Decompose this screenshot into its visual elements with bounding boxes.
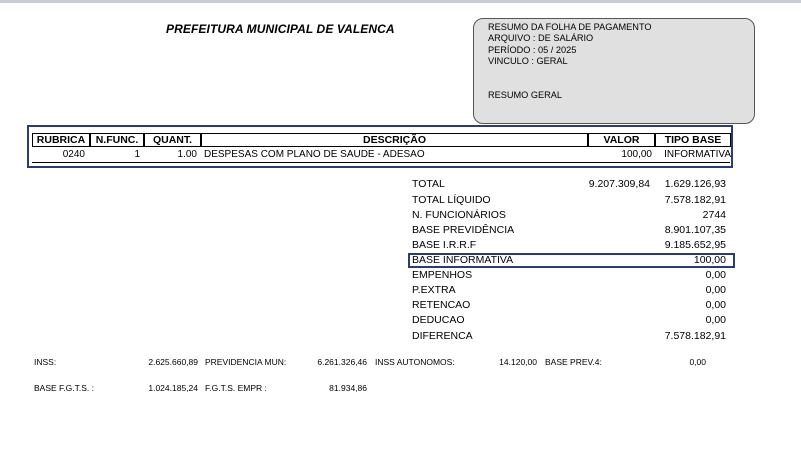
col-header-valor: VALOR [588, 133, 655, 147]
diferenca-value: 7.578.182,91 [664, 330, 726, 342]
summary-line-vinculo: VINCULO : GERAL [488, 55, 568, 66]
pextra-value: 0,00 [705, 284, 726, 296]
top-border [0, 0, 801, 3]
cell-quant: 1.00 [177, 149, 197, 160]
cell-valor: 100,00 [621, 149, 652, 160]
inss-value: 2.625.660,89 [148, 357, 198, 367]
empenhos-value: 0,00 [705, 269, 726, 281]
deducao-value: 0,00 [705, 314, 726, 326]
cell-nfunc: 1 [134, 149, 140, 160]
summary-line-resumo-geral: RESUMO GERAL [488, 90, 563, 101]
page-title: PREFEITURA MUNICIPAL DE VALENCA [166, 22, 395, 36]
retencao-label: RETENCAO [412, 299, 471, 311]
col-header-tipo-base: TIPO BASE [655, 133, 731, 147]
pextra-label: P.EXTRA [412, 284, 456, 296]
previdencia-mun-label: PREVIDENCIA MUN: [205, 357, 287, 367]
total-value-1: 9.207.309,84 [588, 178, 650, 190]
total-liquido-label: TOTAL LÍQUIDO [412, 194, 491, 206]
base-informativa-value: 100,00 [693, 254, 726, 266]
base-fgts-value: 1.024.185,24 [148, 383, 198, 393]
fgts-empr-value: 81.934,86 [329, 383, 367, 393]
inss-label: INSS: [34, 357, 57, 367]
fgts-empr-label: F.G.T.S. EMPR : [205, 383, 267, 393]
col-header-quant: QUANT. [144, 133, 201, 147]
base-previdencia-value: 8.901.107,35 [664, 224, 726, 236]
deducao-label: DEDUCAO [412, 314, 465, 326]
total-label: TOTAL [412, 178, 445, 190]
retencao-value: 0,00 [705, 299, 726, 311]
summary-line-title: RESUMO DA FOLHA DE PAGAMENTO [488, 22, 652, 32]
previdencia-mun-value: 6.261.326,46 [317, 357, 367, 367]
cell-tipo-base: INFORMATIVA [664, 149, 731, 160]
summary-line-arquivo: ARQUIVO : DE SALÁRIO [488, 33, 594, 44]
n-funcionarios-label: N. FUNCIONÁRIOS [412, 209, 506, 221]
rubrica-table [27, 125, 733, 168]
base-irrf-value: 9.185.652,95 [664, 239, 726, 251]
base-irrf-label: BASE I.R.R.F [412, 239, 477, 251]
col-header-rubrica: RUBRICA [32, 133, 90, 147]
col-header-nfunc: N.FUNC. [90, 133, 144, 147]
total-liquido-value: 7.578.182,91 [664, 194, 726, 206]
cell-rubrica: 0240 [62, 149, 85, 160]
inss-autonomos-label: INSS AUTONOMOS: [375, 357, 455, 367]
base-informativa-label: BASE INFORMATIVA [412, 254, 514, 266]
summary-box [473, 18, 755, 124]
row-divider [32, 162, 730, 163]
total-value-2: 1.629.126,93 [664, 178, 726, 190]
diferenca-label: DIFERENCA [412, 330, 473, 342]
inss-autonomos-value: 14.120,00 [499, 357, 537, 367]
n-funcionarios-value: 2744 [702, 209, 726, 221]
empenhos-label: EMPENHOS [412, 269, 473, 281]
summary-line-periodo: PERÍODO : 05 / 2025 [488, 44, 577, 55]
base-fgts-label: BASE F.G.T.S. : [34, 383, 94, 393]
base-prev4-label: BASE PREV.4: [545, 357, 602, 367]
col-header-descricao: DESCRIÇÃO [201, 133, 588, 147]
base-prev4-value: 0,00 [689, 357, 706, 367]
cell-descricao: DESPESAS COM PLANO DE SAUDE - ADESAO [204, 149, 425, 160]
base-previdencia-label: BASE PREVIDÊNCIA [412, 224, 515, 236]
